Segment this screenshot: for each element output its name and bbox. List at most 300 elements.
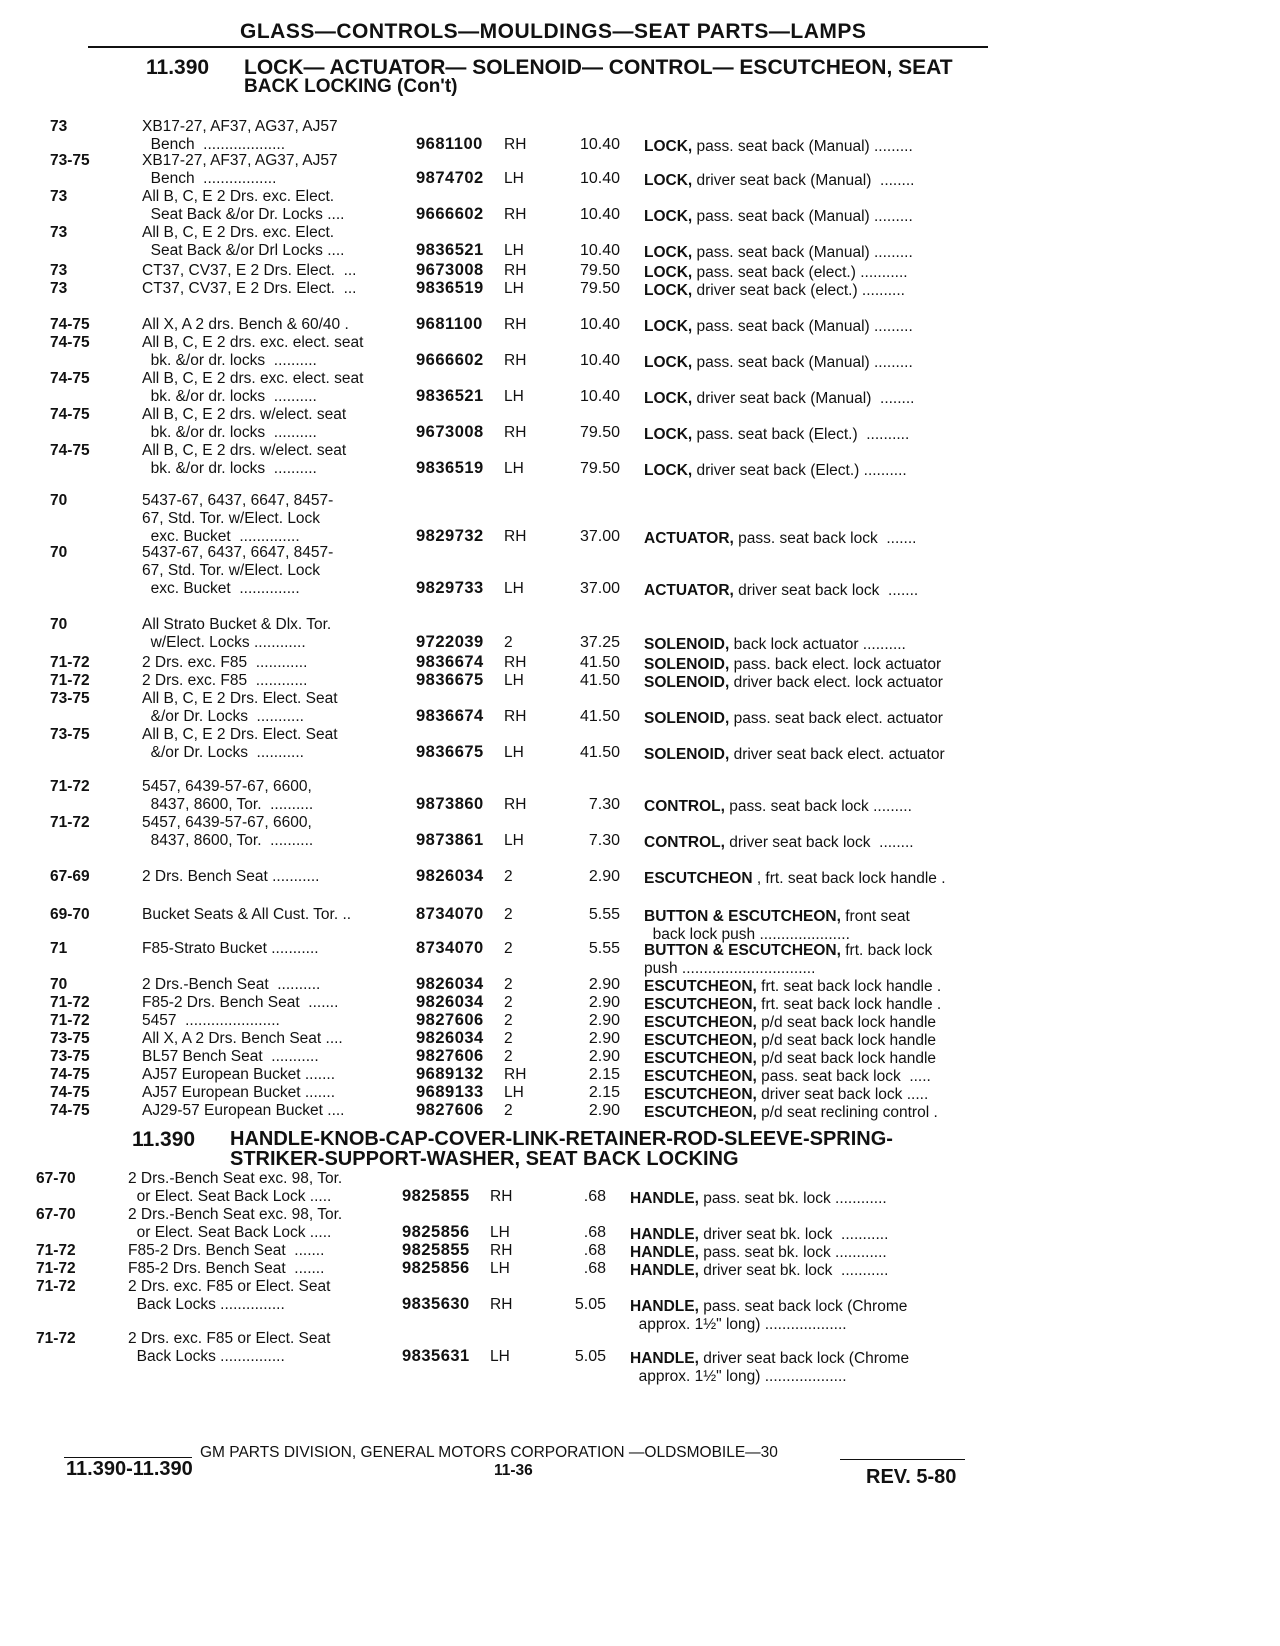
row-item-name <box>644 674 943 692</box>
row-description: CT37, CV37, E 2 Drs. Elect. ... <box>142 280 357 297</box>
row-years: 74-75 <box>50 1066 90 1083</box>
row-price: 5.05 <box>574 1296 606 1313</box>
item-keyword: HANDLE, <box>630 1262 699 1279</box>
row-side: LH <box>504 388 524 405</box>
row-side: RH <box>504 262 527 279</box>
row-item-name <box>644 636 906 654</box>
row-part-number: 9835631 <box>402 1347 470 1365</box>
item-detail: driver seat back lock ....... <box>733 582 919 599</box>
row-side: LH <box>504 580 524 597</box>
row-part-number: 9689133 <box>416 1083 484 1101</box>
row-part-number: 9829733 <box>416 579 484 597</box>
row-item-name <box>644 138 913 156</box>
row-side: LH <box>490 1260 510 1277</box>
row-part-number: 9826034 <box>416 867 484 885</box>
row-item-name <box>644 1086 928 1104</box>
item-detail: driver seat back lock (Chrome <box>698 1350 910 1367</box>
section2-title-line1: HANDLE-KNOB-CAP-COVER-LINK-RETAINER-ROD-SLEEVE-SPRING- <box>230 1128 893 1150</box>
item-detail: p/d seat back lock handle <box>756 1032 937 1049</box>
row-price: 7.30 <box>588 832 620 849</box>
row-part-number: 9873861 <box>416 831 484 849</box>
row-price: 2.15 <box>588 1066 620 1083</box>
row-price: 41.50 <box>579 744 620 761</box>
row-part-number: 9826034 <box>416 993 484 1011</box>
row-years: 67-70 <box>36 1206 76 1223</box>
row-side: 2 <box>504 1048 513 1065</box>
row-price: 37.25 <box>579 634 620 651</box>
row-years: 73 <box>50 262 68 279</box>
item-keyword: ESCUTCHEON, <box>644 1050 757 1067</box>
row-price: 2.90 <box>588 1012 620 1029</box>
row-description: 5457 ...................... <box>142 1012 280 1029</box>
row-description-cont: Bench ................. <box>142 170 277 187</box>
row-price: 10.40 <box>579 352 620 369</box>
row-years: 73 <box>50 118 68 135</box>
row-item-name <box>630 1226 888 1244</box>
row-description: XB17-27, AF37, AG37, AJ57 <box>142 118 338 135</box>
row-description-cont: or Elect. Seat Back Lock ..... <box>128 1224 332 1241</box>
item-keyword: LOCK, <box>644 208 693 225</box>
row-item-name-cont: approx. 1½" long) ................... <box>630 1316 847 1333</box>
item-keyword: CONTROL, <box>644 834 725 851</box>
row-side: 2 <box>504 1012 513 1029</box>
row-years: 73-75 <box>50 726 90 743</box>
row-part-number: 9673008 <box>416 261 484 279</box>
row-description: CT37, CV37, E 2 Drs. Elect. ... <box>142 262 357 279</box>
item-detail: pass. seat back (elect.) ........... <box>692 264 908 281</box>
item-keyword: HANDLE, <box>630 1350 699 1367</box>
row-description-cont: 8437, 8600, Tor. .......... <box>142 832 314 849</box>
row-description: 2 Drs. exc. F85 ............ <box>142 654 308 671</box>
row-item-name <box>644 710 943 728</box>
item-detail: driver seat back (elect.) .......... <box>692 282 905 299</box>
row-description: BL57 Bench Seat ........... <box>142 1048 319 1065</box>
item-keyword: CONTROL, <box>644 798 725 815</box>
item-keyword: ESCUTCHEON, <box>644 1032 757 1049</box>
row-description: AJ29-57 European Bucket .... <box>142 1102 345 1119</box>
row-description-cont: Back Locks ............... <box>128 1348 285 1365</box>
row-description-cont: bk. &/or dr. locks .......... <box>142 424 317 441</box>
row-price: 79.50 <box>579 280 620 297</box>
row-description: 2 Drs.-Bench Seat exc. 98, Tor. <box>128 1170 343 1187</box>
row-side: RH <box>504 708 527 725</box>
row-years: 74-75 <box>50 442 90 459</box>
item-detail: driver seat bk. lock ........... <box>698 1226 889 1243</box>
row-side: 2 <box>504 634 513 651</box>
item-keyword: BUTTON & ESCUTCHEON, <box>644 942 841 959</box>
item-keyword: ESCUTCHEON, <box>644 1104 757 1121</box>
item-detail: back lock actuator .......... <box>729 636 906 653</box>
row-side: LH <box>504 280 524 297</box>
row-part-number: 9826034 <box>416 1029 484 1047</box>
row-description-cont: exc. Bucket .............. <box>142 580 300 597</box>
row-description: 2 Drs. exc. F85 or Elect. Seat <box>128 1330 331 1347</box>
row-item-name <box>644 978 941 996</box>
row-years: 71-72 <box>50 994 90 1011</box>
row-part-number: 9836519 <box>416 459 484 477</box>
row-description: 2 Drs. exc. F85 or Elect. Seat <box>128 1278 331 1295</box>
row-description: All Strato Bucket & Dlx. Tor. <box>142 616 332 633</box>
footer-revision: REV. 5-80 <box>866 1466 957 1488</box>
row-side: RH <box>504 352 527 369</box>
item-keyword: LOCK, <box>644 172 693 189</box>
row-price: 2.90 <box>588 1030 620 1047</box>
row-item-name <box>644 908 910 926</box>
row-years: 71-72 <box>50 672 90 689</box>
item-keyword: ACTUATOR, <box>644 582 734 599</box>
row-item-name-cont: push ............................... <box>644 960 816 977</box>
row-part-number: 9836521 <box>416 387 484 405</box>
row-part-number: 9836519 <box>416 279 484 297</box>
item-keyword: LOCK, <box>644 426 693 443</box>
item-detail: pass. seat back elect. actuator <box>729 710 943 727</box>
row-side: RH <box>504 424 527 441</box>
row-years: 73-75 <box>50 1048 90 1065</box>
row-price: 37.00 <box>579 580 620 597</box>
footer-line: GM PARTS DIVISION, GENERAL MOTORS CORPORATION —OLDSMOBILE—30 <box>200 1444 778 1461</box>
row-years: 71-72 <box>36 1278 76 1295</box>
row-side: RH <box>504 528 527 545</box>
section-title-line2: BACK LOCKING (Con't) <box>244 76 458 97</box>
row-years: 70 <box>50 616 68 633</box>
row-part-number: 9681100 <box>416 315 483 333</box>
item-detail: driver seat back (Manual) ........ <box>692 390 915 407</box>
row-price: .68 <box>583 1188 606 1205</box>
item-keyword: SOLENOID, <box>644 636 730 653</box>
row-side: 2 <box>504 994 513 1011</box>
row-item-name <box>644 834 914 852</box>
row-price: 5.55 <box>588 906 620 923</box>
item-detail: frt. seat back lock handle . <box>756 978 942 995</box>
row-item-name <box>644 318 913 336</box>
row-item-name <box>644 390 914 408</box>
item-keyword: LOCK, <box>644 244 693 261</box>
section2-title-line2: STRIKER-SUPPORT-WASHER, SEAT BACK LOCKING <box>230 1148 739 1170</box>
row-years: 73 <box>50 224 68 241</box>
row-description-cont: &/or Dr. Locks ........... <box>142 708 304 725</box>
row-part-number: 9836521 <box>416 241 484 259</box>
row-side: RH <box>504 1066 527 1083</box>
row-price: 10.40 <box>579 206 620 223</box>
row-description-cont: Bench ................... <box>142 136 285 153</box>
item-keyword: ESCUTCHEON, <box>644 978 757 995</box>
row-years: 73-75 <box>50 152 90 169</box>
row-description: 2 Drs.-Bench Seat exc. 98, Tor. <box>128 1206 343 1223</box>
item-detail: driver seat back lock ........ <box>724 834 914 851</box>
row-item-name <box>644 264 908 282</box>
row-part-number: 9827606 <box>416 1101 484 1119</box>
row-description: F85-2 Drs. Bench Seat ....... <box>128 1260 325 1277</box>
row-side: 2 <box>504 1030 513 1047</box>
row-description-cont: Seat Back &/or Dr. Locks .... <box>142 206 345 223</box>
row-years: 71-72 <box>50 654 90 671</box>
item-detail: p/d seat back lock handle <box>756 1014 937 1031</box>
row-years: 67-69 <box>50 868 90 885</box>
item-keyword: ESCUTCHEON, <box>644 1086 757 1103</box>
row-item-name <box>644 656 941 674</box>
row-description: All B, C, E 2 Drs. Elect. Seat <box>142 690 338 707</box>
item-detail: driver back elect. lock actuator <box>729 674 943 691</box>
row-item-name <box>630 1298 907 1316</box>
row-part-number: 9681100 <box>416 135 483 153</box>
item-detail: frt. seat back lock handle . <box>756 996 942 1013</box>
row-description: AJ57 European Bucket ....... <box>142 1084 336 1101</box>
row-description: All B, C, E 2 Drs. exc. Elect. <box>142 188 335 205</box>
item-keyword: LOCK, <box>644 318 693 335</box>
row-price: 2.90 <box>588 976 620 993</box>
item-detail: driver seat back elect. actuator <box>729 746 945 763</box>
item-detail: pass. seat bk. lock ............ <box>698 1244 887 1261</box>
row-item-name <box>644 354 913 372</box>
row-item-name <box>644 282 905 300</box>
row-description: AJ57 European Bucket ....... <box>142 1066 336 1083</box>
row-price: 2.90 <box>588 1048 620 1065</box>
item-keyword: HANDLE, <box>630 1226 699 1243</box>
row-part-number: 8734070 <box>416 905 484 923</box>
item-detail: driver seat back (Elect.) .......... <box>692 462 907 479</box>
row-description-cont: Seat Back &/or Drl Locks .... <box>142 242 345 259</box>
row-description: XB17-27, AF37, AG37, AJ57 <box>142 152 338 169</box>
row-part-number: 9835630 <box>402 1295 470 1313</box>
row-years: 71-72 <box>36 1330 76 1347</box>
row-description: 5437-67, 6437, 6647, 8457- <box>142 544 334 561</box>
row-description-cont: bk. &/or dr. locks .......... <box>142 388 317 405</box>
row-side: LH <box>504 672 524 689</box>
row-price: .68 <box>583 1260 606 1277</box>
row-description-cont: Back Locks ............... <box>128 1296 285 1313</box>
item-detail: pass. seat back (Manual) ......... <box>692 138 913 155</box>
item-detail: pass. seat back (Elect.) .......... <box>692 426 910 443</box>
item-detail: pass. seat back lock ......... <box>724 798 912 815</box>
item-detail: pass. seat back lock ..... <box>756 1068 931 1085</box>
row-price: 41.50 <box>579 708 620 725</box>
row-price: 10.40 <box>579 388 620 405</box>
item-detail: pass. back elect. lock actuator <box>729 656 942 673</box>
row-price: 37.00 <box>579 528 620 545</box>
row-item-name <box>644 172 914 190</box>
item-keyword: LOCK, <box>644 354 693 371</box>
row-side: RH <box>504 654 527 671</box>
row-years: 67-70 <box>36 1170 76 1187</box>
row-item-name <box>644 798 912 816</box>
row-item-name <box>644 244 913 262</box>
row-item-name <box>630 1244 887 1262</box>
row-item-name <box>644 1032 936 1050</box>
row-item-name <box>644 1014 936 1032</box>
item-keyword: HANDLE, <box>630 1190 699 1207</box>
item-detail: driver seat bk. lock ........... <box>698 1262 889 1279</box>
item-keyword: SOLENOID, <box>644 746 730 763</box>
row-description: All B, C, E 2 drs. w/elect. seat <box>142 406 347 423</box>
item-keyword: SOLENOID, <box>644 674 730 691</box>
row-price: 2.15 <box>588 1084 620 1101</box>
row-side: 2 <box>504 868 513 885</box>
row-price: 2.90 <box>588 994 620 1011</box>
row-price: 10.40 <box>579 136 620 153</box>
row-item-name <box>644 426 909 444</box>
footer-section-range: 11.390-11.390 <box>66 1458 193 1480</box>
row-part-number: 9836674 <box>416 707 484 725</box>
row-years: 71-72 <box>50 778 90 795</box>
row-description-cont: or Elect. Seat Back Lock ..... <box>128 1188 332 1205</box>
row-price: 79.50 <box>579 424 620 441</box>
row-years: 73-75 <box>50 690 90 707</box>
row-price: 10.40 <box>579 316 620 333</box>
row-side: LH <box>504 832 524 849</box>
row-part-number: 9829732 <box>416 527 484 545</box>
row-item-name <box>630 1350 909 1368</box>
row-price: 41.50 <box>579 672 620 689</box>
row-part-number: 8734070 <box>416 939 484 957</box>
item-detail: p/d seat back lock handle <box>756 1050 937 1067</box>
row-description: F85-Strato Bucket ........... <box>142 940 319 957</box>
row-description: All X, A 2 Drs. Bench Seat .... <box>142 1030 343 1047</box>
row-years: 74-75 <box>50 316 90 333</box>
footer-page-number: 11-36 <box>494 1462 533 1479</box>
row-price: 2.90 <box>588 868 620 885</box>
row-price: .68 <box>583 1242 606 1259</box>
row-item-name <box>630 1262 888 1280</box>
row-part-number: 9825855 <box>402 1241 470 1259</box>
row-description: F85-2 Drs. Bench Seat ....... <box>142 994 339 1011</box>
item-keyword: HANDLE, <box>630 1244 699 1261</box>
row-item-name <box>644 746 945 764</box>
row-description: 2 Drs.-Bench Seat .......... <box>142 976 321 993</box>
row-part-number: 9666602 <box>416 205 484 223</box>
row-price: .68 <box>583 1224 606 1241</box>
row-part-number: 9673008 <box>416 423 484 441</box>
row-years: 73 <box>50 280 68 297</box>
section-number: 11.390 <box>146 56 210 79</box>
row-item-name <box>644 462 907 480</box>
item-detail: , frt. seat back lock handle . <box>752 870 946 887</box>
row-description-cont: w/Elect. Locks ............ <box>142 634 306 651</box>
row-part-number: 9689132 <box>416 1065 484 1083</box>
item-keyword: LOCK, <box>644 282 693 299</box>
row-description: All B, C, E 2 drs. exc. elect. seat <box>142 370 364 387</box>
row-years: 74-75 <box>50 1102 90 1119</box>
row-part-number: 9874702 <box>416 169 484 187</box>
item-keyword: LOCK, <box>644 138 693 155</box>
row-side: RH <box>504 796 527 813</box>
item-keyword: BUTTON & ESCUTCHEON, <box>644 908 841 925</box>
row-item-name <box>644 208 913 226</box>
row-side: RH <box>490 1188 513 1205</box>
item-keyword: ESCUTCHEON, <box>644 1068 757 1085</box>
item-keyword: SOLENOID, <box>644 656 730 673</box>
row-side: RH <box>490 1296 513 1313</box>
row-item-name <box>644 942 932 960</box>
row-item-name-cont: back lock push ..................... <box>644 926 850 943</box>
row-item-name <box>644 1050 936 1068</box>
row-description: 5457, 6439-57-67, 6600, <box>142 814 312 831</box>
row-years: 70 <box>50 544 68 561</box>
row-years: 74-75 <box>50 406 90 423</box>
row-part-number: 9836675 <box>416 743 484 761</box>
row-years: 74-75 <box>50 334 90 351</box>
row-description: 5437-67, 6437, 6647, 8457- <box>142 492 334 509</box>
row-side: LH <box>504 460 524 477</box>
row-part-number: 9873860 <box>416 795 484 813</box>
row-side: 2 <box>504 940 513 957</box>
item-detail: front seat <box>840 908 910 925</box>
item-keyword: ESCUTCHEON, <box>644 1014 757 1031</box>
footer-rule-right <box>840 1459 965 1460</box>
row-part-number: 9827606 <box>416 1011 484 1029</box>
item-keyword: ACTUATOR, <box>644 530 734 547</box>
row-years: 73-75 <box>50 1030 90 1047</box>
row-description: All B, C, E 2 Drs. exc. Elect. <box>142 224 335 241</box>
row-side: RH <box>504 206 527 223</box>
row-side: 2 <box>504 976 513 993</box>
item-detail: pass. seat back lock ....... <box>733 530 917 547</box>
row-price: 5.55 <box>588 940 620 957</box>
row-years: 71-72 <box>50 814 90 831</box>
row-price: 79.50 <box>579 460 620 477</box>
row-side: 2 <box>504 906 513 923</box>
row-price: 2.90 <box>588 1102 620 1119</box>
page-header-title: GLASS—CONTROLS—MOULDINGS—SEAT PARTS—LAMPS <box>240 20 867 43</box>
row-description: 2 Drs. Bench Seat ........... <box>142 868 320 885</box>
row-item-name <box>644 1104 938 1122</box>
row-years: 70 <box>50 492 68 509</box>
row-description-cont: bk. &/or dr. locks .......... <box>142 460 317 477</box>
row-years: 73 <box>50 188 68 205</box>
header-rule <box>88 46 988 48</box>
row-price: 7.30 <box>588 796 620 813</box>
item-detail: pass. seat back (Manual) ......... <box>692 208 913 225</box>
row-side: LH <box>490 1348 510 1365</box>
row-part-number: 9825855 <box>402 1187 470 1205</box>
row-item-name <box>644 1068 931 1086</box>
row-item-name-cont: approx. 1½" long) ................... <box>630 1368 847 1385</box>
row-description: All B, C, E 2 drs. w/elect. seat <box>142 442 347 459</box>
row-part-number: 9836674 <box>416 653 484 671</box>
row-part-number: 9836675 <box>416 671 484 689</box>
row-description-cont: 8437, 8600, Tor. .......... <box>142 796 314 813</box>
item-keyword: ESCUTCHEON <box>644 870 753 887</box>
row-side: RH <box>490 1242 513 1259</box>
row-part-number: 9825856 <box>402 1259 470 1277</box>
row-years: 70 <box>50 976 68 993</box>
row-years: 71-72 <box>36 1260 76 1277</box>
item-keyword: LOCK, <box>644 264 693 281</box>
row-side: LH <box>504 744 524 761</box>
row-description-cont: bk. &/or dr. locks .......... <box>142 352 317 369</box>
item-detail: frt. back lock <box>840 942 933 959</box>
row-description: All X, A 2 drs. Bench & 60/40 . <box>142 316 349 333</box>
row-years: 71-72 <box>50 1012 90 1029</box>
row-years: 71-72 <box>36 1242 76 1259</box>
row-part-number: 9826034 <box>416 975 484 993</box>
row-side: LH <box>504 1084 524 1101</box>
item-detail: pass. seat bk. lock ............ <box>698 1190 887 1207</box>
row-description-cont: &/or Dr. Locks ........... <box>142 744 304 761</box>
row-price: 41.50 <box>579 654 620 671</box>
row-side: LH <box>490 1224 510 1241</box>
row-side: RH <box>504 316 527 333</box>
row-item-name <box>644 582 918 600</box>
item-detail: pass. seat back lock (Chrome <box>698 1298 908 1315</box>
item-keyword: LOCK, <box>644 462 693 479</box>
row-item-name <box>644 996 941 1014</box>
row-item-name <box>644 870 946 888</box>
row-side: LH <box>504 170 524 187</box>
row-description: All B, C, E 2 drs. exc. elect. seat <box>142 334 364 351</box>
row-part-number: 9666602 <box>416 351 484 369</box>
row-price: 10.40 <box>579 170 620 187</box>
row-item-name <box>644 530 916 548</box>
